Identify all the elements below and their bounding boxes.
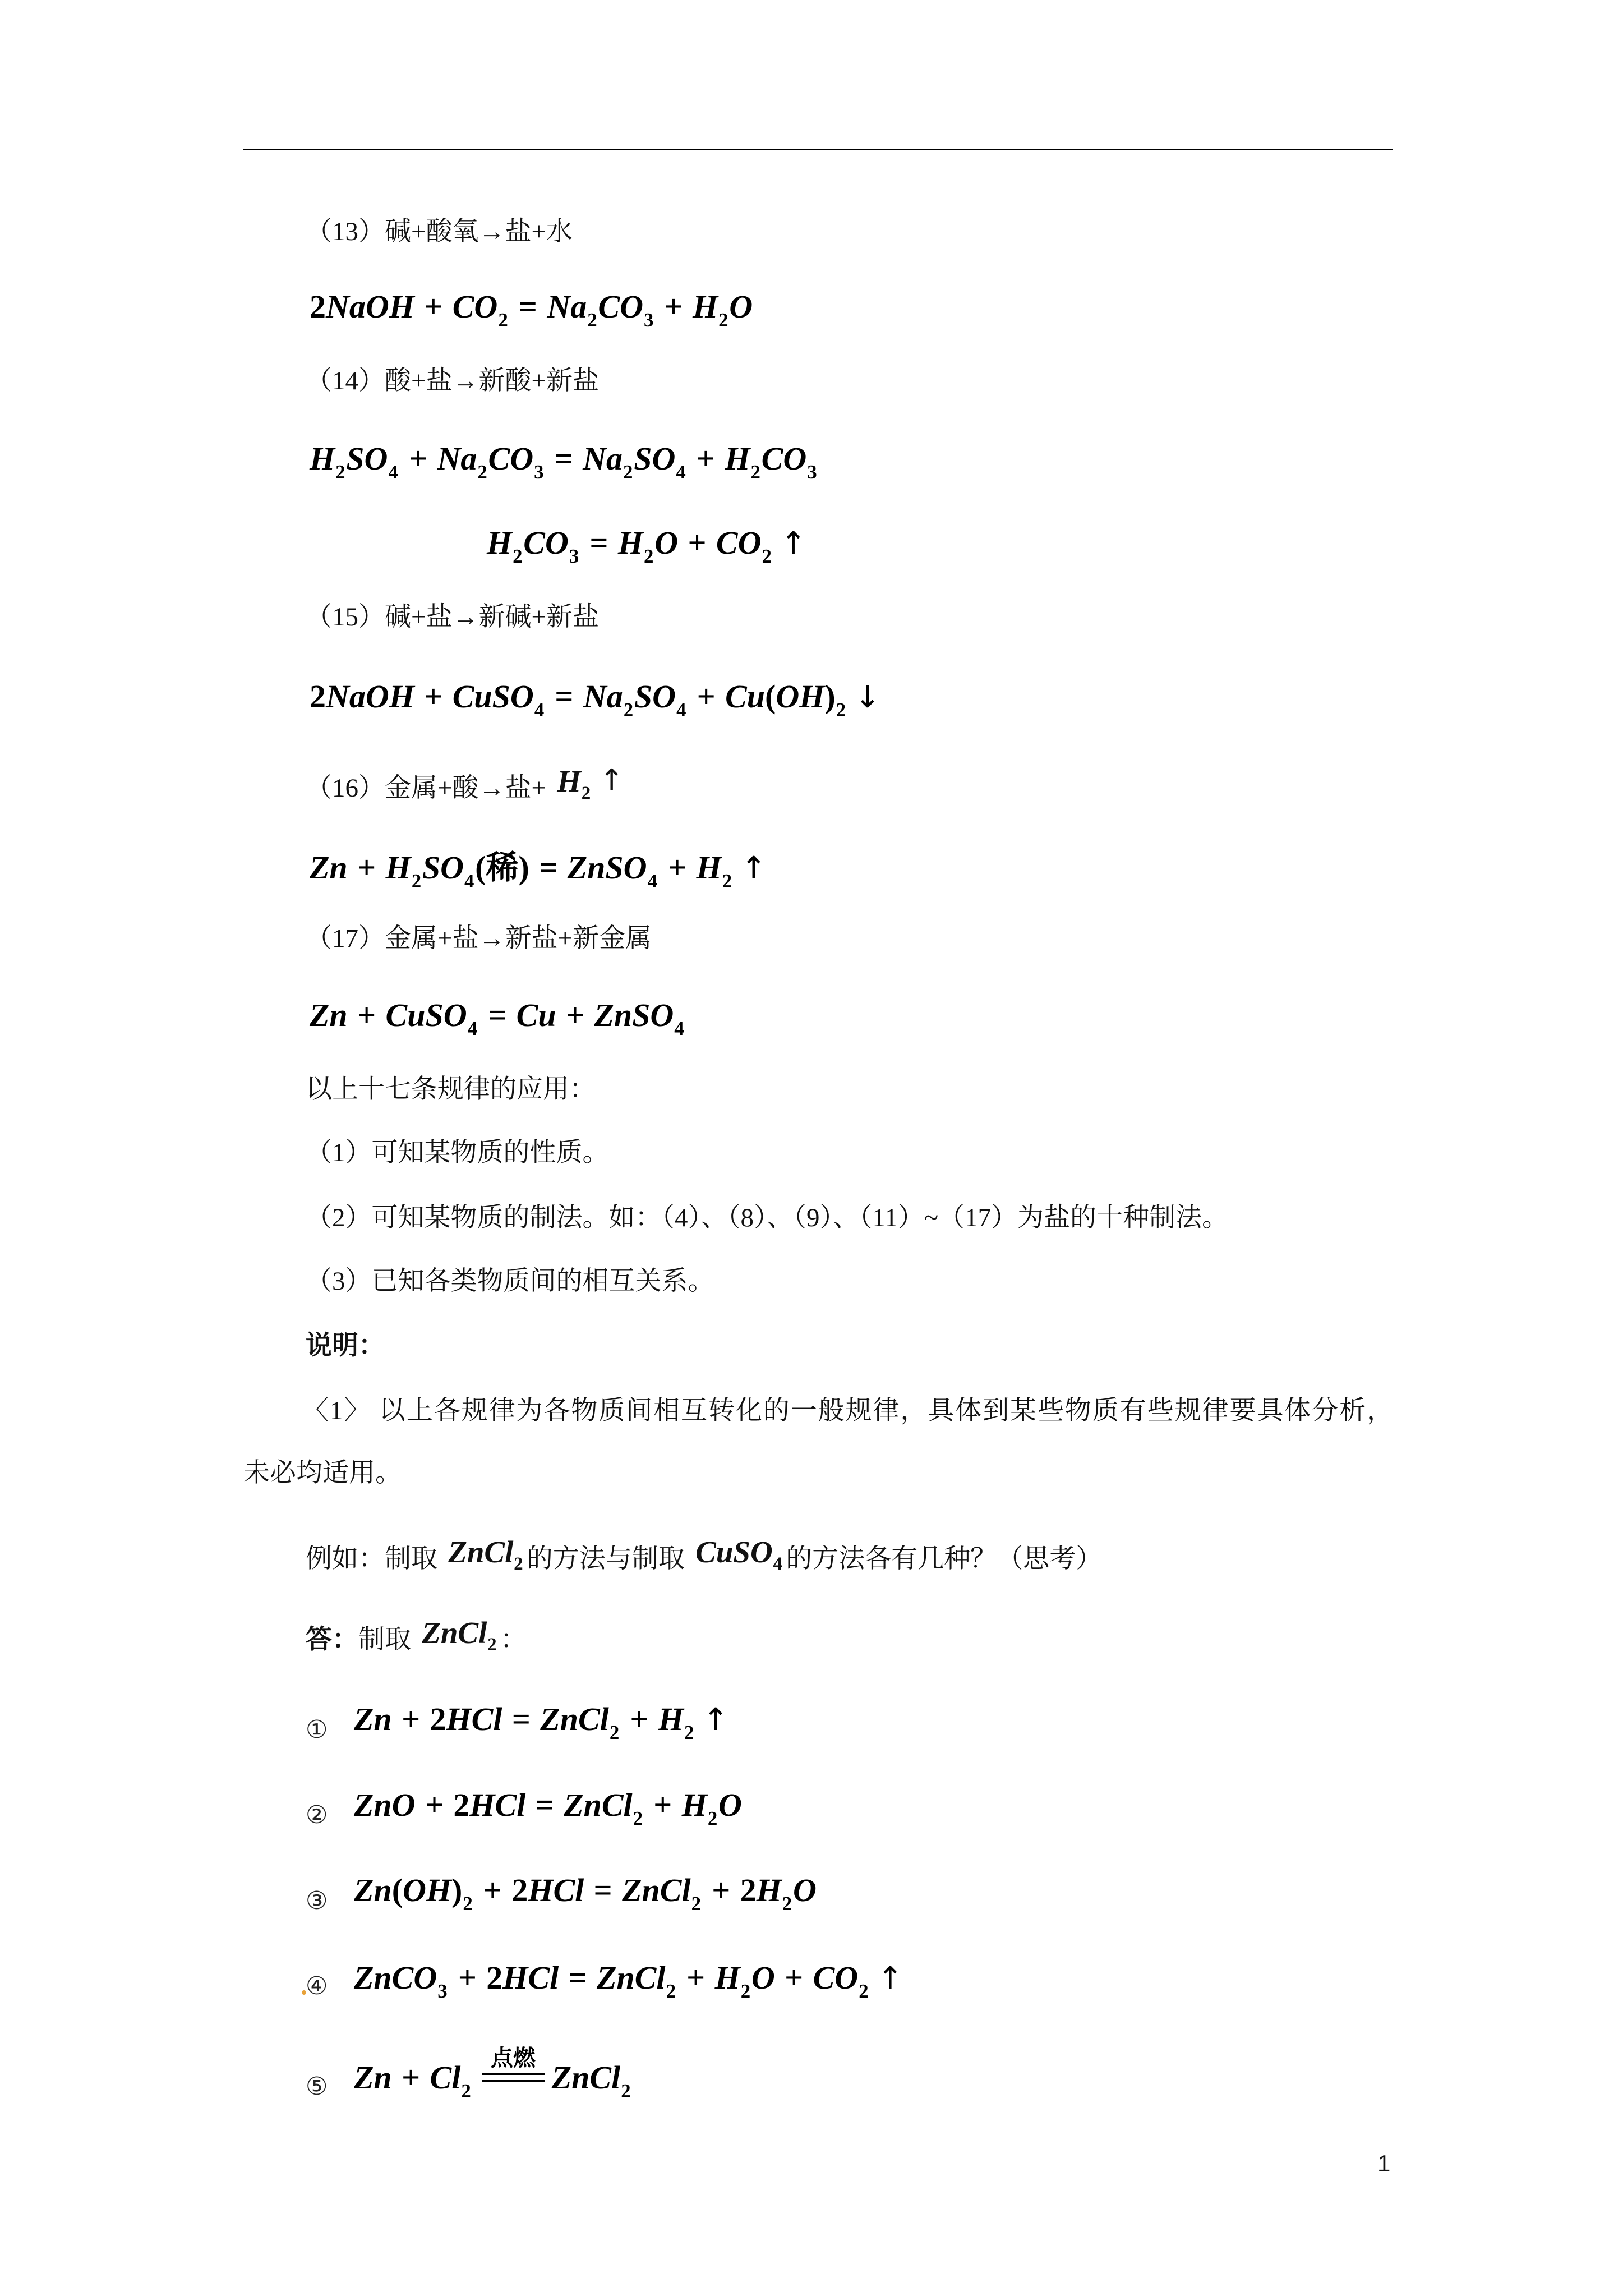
rule-17-heading: （17）金属+盐→新盐+新金属: [306, 924, 652, 953]
formula-operator: +: [653, 1787, 672, 1823]
method-equation: [354, 1784, 742, 1831]
formula-subscript: 2: [461, 2079, 471, 2102]
formula-operator: +: [458, 1959, 477, 1996]
formula-subscript: 2: [514, 1554, 523, 1574]
formula-symbol: CuSO: [452, 678, 534, 715]
formula-symbol: H: [658, 1701, 684, 1737]
formula-symbol: CO: [716, 524, 762, 561]
formula-symbol: O: [718, 1787, 742, 1823]
formula-symbol: H: [725, 440, 750, 477]
formula-subscript: 2: [623, 461, 633, 483]
formula-subscript: 4: [676, 461, 686, 483]
formula-symbol: Cu: [516, 997, 556, 1033]
formula-symbol: Na: [583, 440, 623, 477]
formula-symbol: SO: [634, 440, 676, 477]
formula-symbol: H: [617, 524, 644, 561]
application-item: （3）已知各类物质间的相互关系。: [306, 1267, 714, 1296]
formula-operator: +: [424, 678, 443, 715]
formula-symbol: SO: [346, 440, 388, 477]
page-number: 1: [1377, 2150, 1391, 2177]
example-question: [306, 1535, 1103, 1579]
formula-operator: +: [409, 440, 428, 477]
formula-subscript: 4: [773, 1554, 782, 1574]
formula-subscript: 3: [437, 1980, 448, 2002]
arrow-symbol: ↑: [877, 1960, 903, 1996]
formula-upright: (: [475, 849, 486, 886]
formula-symbol: ZnCl: [622, 1872, 691, 1908]
formula-subscript: 2: [666, 1980, 676, 2002]
formula-symbol: SO: [634, 678, 676, 715]
formula-subscript: 2: [463, 1892, 473, 1915]
formula-subscript: 2: [684, 1721, 694, 1743]
formula-symbol: OH: [403, 1872, 452, 1908]
formula-symbol: Cl: [430, 2059, 461, 2096]
formula-symbol: ZnCl: [422, 1616, 487, 1650]
formula-subscript: 2: [411, 869, 422, 892]
text-run: 的方法各有几种？（思考）: [786, 1544, 1103, 1573]
formula-operator: =: [488, 997, 507, 1033]
formula-symbol: Cu: [725, 678, 766, 715]
formula-subscript: 4: [534, 698, 545, 721]
formula-symbol: Na: [437, 440, 477, 477]
method-equation: [354, 1869, 817, 1916]
formula-operator: +: [664, 288, 683, 325]
formula-subscript: 2: [644, 545, 654, 567]
formula-subscript: 4: [676, 698, 686, 721]
formula-operator: =: [554, 440, 573, 477]
formula-symbol: ZnO: [354, 1787, 416, 1823]
arrow-symbol: ↑: [702, 1701, 729, 1737]
formula-symbol: Zn: [354, 1872, 392, 1908]
formula-subscript: 3: [644, 309, 654, 331]
formula-operator: =: [568, 1959, 587, 1996]
reaction-condition-bar: [482, 2046, 545, 2082]
formula-operator: +: [483, 1872, 502, 1908]
formula-subscript: 4: [467, 1017, 478, 1039]
formula-symbol: Na: [547, 288, 587, 325]
notes-title: 说明：: [306, 1331, 385, 1360]
formula-symbol: HCl: [469, 1787, 526, 1823]
formula-symbol: H: [681, 1787, 707, 1823]
formula-subscript: 2: [623, 698, 634, 721]
method-marker: ⑤: [306, 2072, 328, 2101]
method-marker: ③: [306, 1887, 328, 1915]
method-marker: ②: [306, 1801, 328, 1829]
formula-symbol: CO: [523, 524, 569, 561]
formula-upright: 2: [430, 1701, 446, 1737]
formula-symbol: ZnCl: [540, 1701, 609, 1737]
formula-upright: 2: [310, 288, 326, 325]
formula-symbol: ZnSO: [594, 997, 674, 1033]
formula-symbol: Na: [583, 678, 623, 715]
formula-symbol: CO: [598, 288, 643, 325]
formula-symbol: ZnCl: [564, 1787, 633, 1823]
formula-subscript: 2: [859, 1980, 869, 2002]
formula-symbol: CO: [813, 1959, 859, 1996]
rule-13-heading: （13）碱+酸氧→盐+水: [306, 217, 573, 246]
formula-upright: 2: [511, 1872, 528, 1908]
formula-operator: +: [697, 678, 716, 715]
formula-symbol: H: [692, 288, 718, 325]
formula-subscript: 2: [782, 1892, 792, 1915]
formula-subscript: 2: [487, 1635, 497, 1655]
formula-subscript: 2: [621, 2079, 631, 2102]
formula-symbol: CO: [488, 440, 534, 477]
bold-text-run: 答：: [306, 1625, 358, 1654]
formula-symbol: HCl: [502, 1959, 559, 1996]
formula-operator: +: [402, 1701, 421, 1737]
formula-upright: (: [391, 1872, 403, 1908]
formula-subscript: 2: [691, 1892, 702, 1915]
formula-subscript: 2: [477, 461, 487, 483]
notes-paragraph-line: 未必均适用。: [243, 1458, 402, 1488]
formula-subscript: 4: [674, 1017, 684, 1039]
formula-subscript: 4: [647, 869, 657, 892]
arrow-symbol: ↑: [740, 850, 767, 886]
formula-upright: ): [518, 849, 529, 886]
formula-subscript: 2: [498, 309, 508, 331]
formula-symbol: HCl: [528, 1872, 584, 1908]
formula-subscript: 4: [464, 869, 474, 892]
formula-subscript: 3: [807, 461, 817, 483]
formula-operator: +: [696, 440, 715, 477]
formula-symbol: Zn: [310, 997, 348, 1033]
formula-subscript: 2: [750, 461, 760, 483]
formula-symbol: CuSO: [695, 1535, 773, 1569]
rule-14-heading: （14）酸+盐→新酸+新盐: [306, 366, 600, 395]
formula-symbol: O: [751, 1959, 775, 1996]
formula-subscript: 3: [569, 545, 579, 567]
formula-symbol: Zn: [354, 2059, 392, 2096]
formula-symbol: SO: [422, 849, 464, 886]
formula-operator: +: [357, 997, 376, 1033]
formula-symbol: NaOH: [326, 288, 414, 325]
answer-intro: [306, 1616, 527, 1659]
formula-symbol: ZnSO: [567, 849, 647, 886]
formula-symbol: H: [310, 440, 335, 477]
text-run: （16）金属+酸→盐+: [306, 774, 547, 803]
formula-symbol: ZnCl: [597, 1959, 666, 1996]
formula-symbol: CO: [452, 288, 498, 325]
formula-subscript: 2: [740, 1980, 751, 2002]
formula-upright: 2: [453, 1787, 470, 1823]
text-run: 例如：制取: [306, 1544, 437, 1573]
formula-symbol: ZnCO: [354, 1959, 437, 1996]
formula-symbol: Zn: [310, 849, 348, 886]
arrow-symbol: ↓: [854, 679, 880, 715]
formula-subscript: 2: [836, 698, 846, 721]
formula-upright: ): [451, 1872, 463, 1908]
application-item: （1）可知某物质的性质。: [306, 1138, 609, 1167]
reaction-condition-label: 点燃: [490, 2046, 536, 2071]
formula-symbol: CuSO: [385, 997, 467, 1033]
header-rule: [243, 149, 1393, 150]
formula-symbol: H: [385, 849, 411, 886]
formula-symbol: H: [696, 849, 722, 886]
formula-symbol: O: [729, 288, 753, 325]
arrow-symbol: ↑: [780, 525, 806, 561]
formula-operator: =: [539, 849, 558, 886]
formula-symbol: H: [557, 764, 582, 798]
formula-operator: =: [535, 1787, 554, 1823]
formula-symbol: O: [654, 524, 679, 561]
rule-14-equation: [310, 438, 818, 485]
formula-subscript: 2: [587, 309, 597, 331]
formula-operator: +: [425, 1787, 444, 1823]
method-equation: [354, 1698, 728, 1745]
application-item: （2）可知某物质的制法。如：（4）、（8）、（9）、（11）~（17）为盐的十种制法。: [306, 1203, 1229, 1232]
formula-subscript: 2: [718, 309, 728, 331]
formula-subscript: 2: [762, 545, 772, 567]
notes-paragraph-line: 〈1〉 以上各规律为各物质间相互转化的一般规律，具体到某些物质有些规律要具体分析，: [302, 1396, 1393, 1425]
formula-operator: =: [593, 1872, 612, 1908]
method-equation: [354, 2046, 631, 2104]
formula-symbol: O: [792, 1872, 817, 1908]
formula-operator: =: [555, 678, 574, 715]
formula-symbol: OH: [776, 678, 825, 715]
formula-symbol: H: [487, 524, 513, 561]
formula-upright: 2: [740, 1872, 757, 1908]
formula-subscript: 2: [609, 1721, 620, 1743]
formula-operator: +: [424, 288, 443, 325]
formula-symbol: ZnCl: [551, 2059, 621, 2096]
formula-symbol: H: [714, 1959, 740, 1996]
formula-subscript: 3: [534, 461, 544, 483]
formula-upright: (: [765, 678, 776, 715]
formula-operator: +: [712, 1872, 731, 1908]
formula-upright: 2: [310, 678, 326, 715]
formula-symbol: ZnCl: [448, 1535, 514, 1569]
formula-operator: +: [686, 1959, 706, 1996]
formula-symbol: Zn: [354, 1701, 392, 1737]
text-run: ：: [500, 1625, 527, 1654]
method-equation: [354, 1957, 903, 2004]
method-marker: ①: [306, 1715, 328, 1744]
formula-operator: +: [402, 2059, 421, 2096]
formula-operator: +: [668, 849, 687, 886]
formula-subscript: 2: [335, 461, 345, 483]
rule-15-heading: （15）碱+盐→新碱+新盐: [306, 602, 600, 632]
formula-operator: +: [630, 1701, 649, 1737]
formula-operator: +: [357, 849, 376, 886]
text-run: 的方法与制取: [526, 1544, 685, 1573]
formula-symbol: CO: [761, 440, 807, 477]
formula-operator: =: [518, 288, 537, 325]
arrow-symbol: ↑: [599, 763, 624, 797]
formula-operator: +: [785, 1959, 804, 1996]
formula-symbol: NaOH: [326, 678, 414, 715]
formula-subscript: 2: [513, 545, 523, 567]
formula-subscript: 2: [707, 1807, 718, 1829]
formula-operator: =: [511, 1701, 531, 1737]
text-run: 制取: [358, 1625, 411, 1654]
rule-13-equation: [310, 286, 753, 333]
formula-symbol: HCl: [446, 1701, 502, 1737]
formula-subscript: 2: [722, 869, 732, 892]
formula-symbol: H: [756, 1872, 782, 1908]
rule-16-heading: [306, 763, 624, 808]
applications-title: 以上十七条规律的应用：: [306, 1075, 596, 1104]
rule-15-equation: [310, 675, 880, 723]
rule-17-equation: [310, 994, 685, 1041]
formula-subscript: 4: [388, 461, 398, 483]
rule-14-followup-equation: [487, 522, 806, 569]
formula-operator: =: [589, 524, 608, 561]
formula-operator: +: [565, 997, 585, 1033]
formula-annotation: 稀: [486, 849, 519, 886]
formula-operator: +: [688, 524, 707, 561]
formula-upright: 2: [486, 1959, 503, 1996]
formula-subscript: 2: [581, 783, 591, 803]
formula-upright: ): [824, 678, 836, 715]
formula-subscript: 2: [633, 1807, 643, 1829]
method-marker: ④: [306, 1972, 328, 2000]
rule-16-equation: [310, 846, 767, 894]
